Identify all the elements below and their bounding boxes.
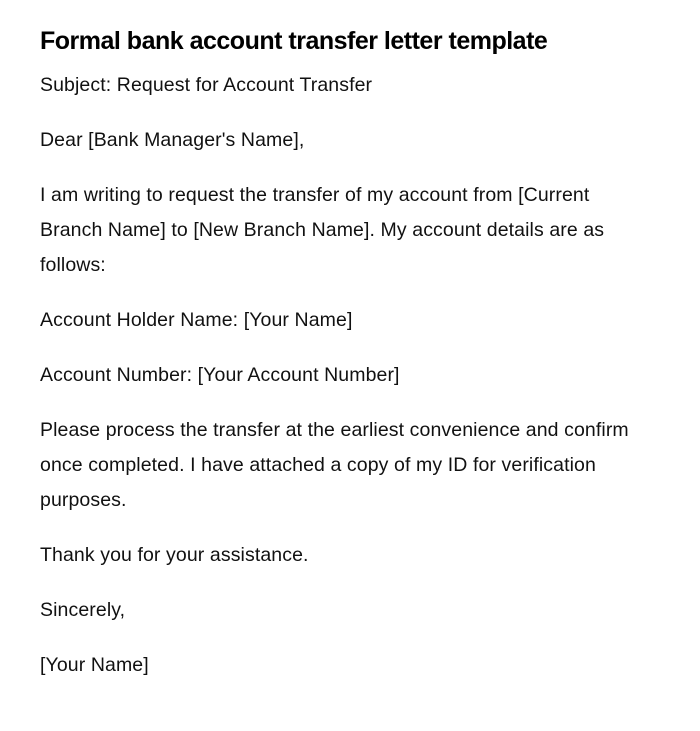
subject-line: Subject: Request for Account Transfer	[40, 74, 373, 96]
body-intro-paragraph: I am writing to request the transfer of my account from [Current Branch Name] to [New Branch Name]. My account details are as follows:	[40, 184, 605, 276]
account-holder-line: Account Holder Name: [Your Name]	[40, 309, 353, 331]
document-title: Formal bank account transfer letter template	[40, 27, 548, 55]
thanks-line: Thank you for your assistance.	[40, 544, 309, 566]
closing-line: Sincerely,	[40, 599, 126, 621]
signature-line: [Your Name]	[40, 654, 149, 676]
salutation: Dear [Bank Manager's Name],	[40, 129, 305, 151]
body-request-paragraph: Please process the transfer at the earliest convenience and confirm once completed. I have attached a copy of my ID for verification purposes.	[40, 419, 629, 511]
account-number-line: Account Number: [Your Account Number]	[40, 364, 400, 386]
